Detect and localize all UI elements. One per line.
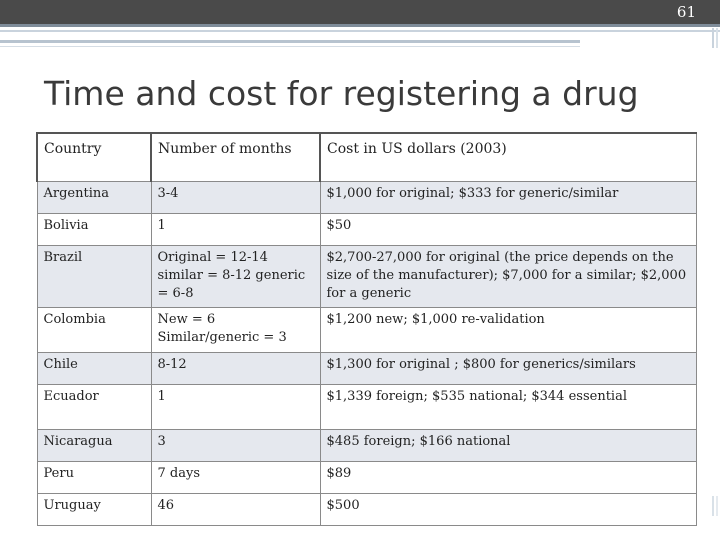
table-row [37,246,696,308]
table-row [37,385,696,430]
slide-header-band [0,0,720,24]
cell-months: 3 [151,430,320,462]
registration-table [36,132,697,526]
cell-country: Brazil [37,246,151,308]
table-header-row [37,133,696,182]
cell-country: Ecuador [37,385,151,430]
decorative-edge [712,496,714,516]
cell-months: New = 6 Similar/generic = 3 [151,308,320,353]
cell-months: 1 [151,385,320,430]
header-divider [0,24,720,27]
cell-cost: $1,339 foreign; $535 national; $344 essential [320,385,696,430]
cell-cost: $89 [320,462,696,494]
cell-country: Nicaragua [37,430,151,462]
cell-months: Original = 12-14 similar = 8-12 generic = 6-8 [151,246,320,308]
cell-cost: $50 [320,214,696,246]
cell-months: 7 days [151,462,320,494]
table-row [37,353,696,385]
decorative-edge [716,496,718,516]
cell-country: Colombia [37,308,151,353]
table-row [37,308,696,353]
cell-months: 3-4 [151,182,320,214]
cell-cost: $1,200 new; $1,000 re-validation [320,308,696,353]
page-title: Time and cost for registering a drug [44,74,639,113]
column-header-cost: Cost in US dollars (2003) [320,133,696,182]
decorative-edge [712,28,714,48]
cell-months: 46 [151,494,320,526]
table-row [37,462,696,494]
cell-country: Bolivia [37,214,151,246]
accent-line [0,46,580,47]
cell-country: Peru [37,462,151,494]
cell-country: Argentina [37,182,151,214]
table-row [37,494,696,526]
cell-months: 8-12 [151,353,320,385]
table-row [37,430,696,462]
decorative-edge [716,28,718,48]
cell-country: Uruguay [37,494,151,526]
cell-cost: $2,700-27,000 for original (the price depends on the size of the manufacturer); $7,000 for a similar; $2,000 for a generic [320,246,696,308]
table-row [37,214,696,246]
cell-cost: $500 [320,494,696,526]
cell-cost: $485 foreign; $166 national [320,430,696,462]
accent-line [0,30,720,32]
cell-cost: $1,300 for original ; $800 for generics/similars [320,353,696,385]
slide-number: 61 [676,3,696,21]
column-header-months: Number of months [151,133,320,182]
cell-country: Chile [37,353,151,385]
column-header-country: Country [37,133,151,182]
table-row [37,182,696,214]
cell-months: 1 [151,214,320,246]
cell-cost: $1,000 for original; $333 for generic/similar [320,182,696,214]
accent-line [0,40,580,43]
